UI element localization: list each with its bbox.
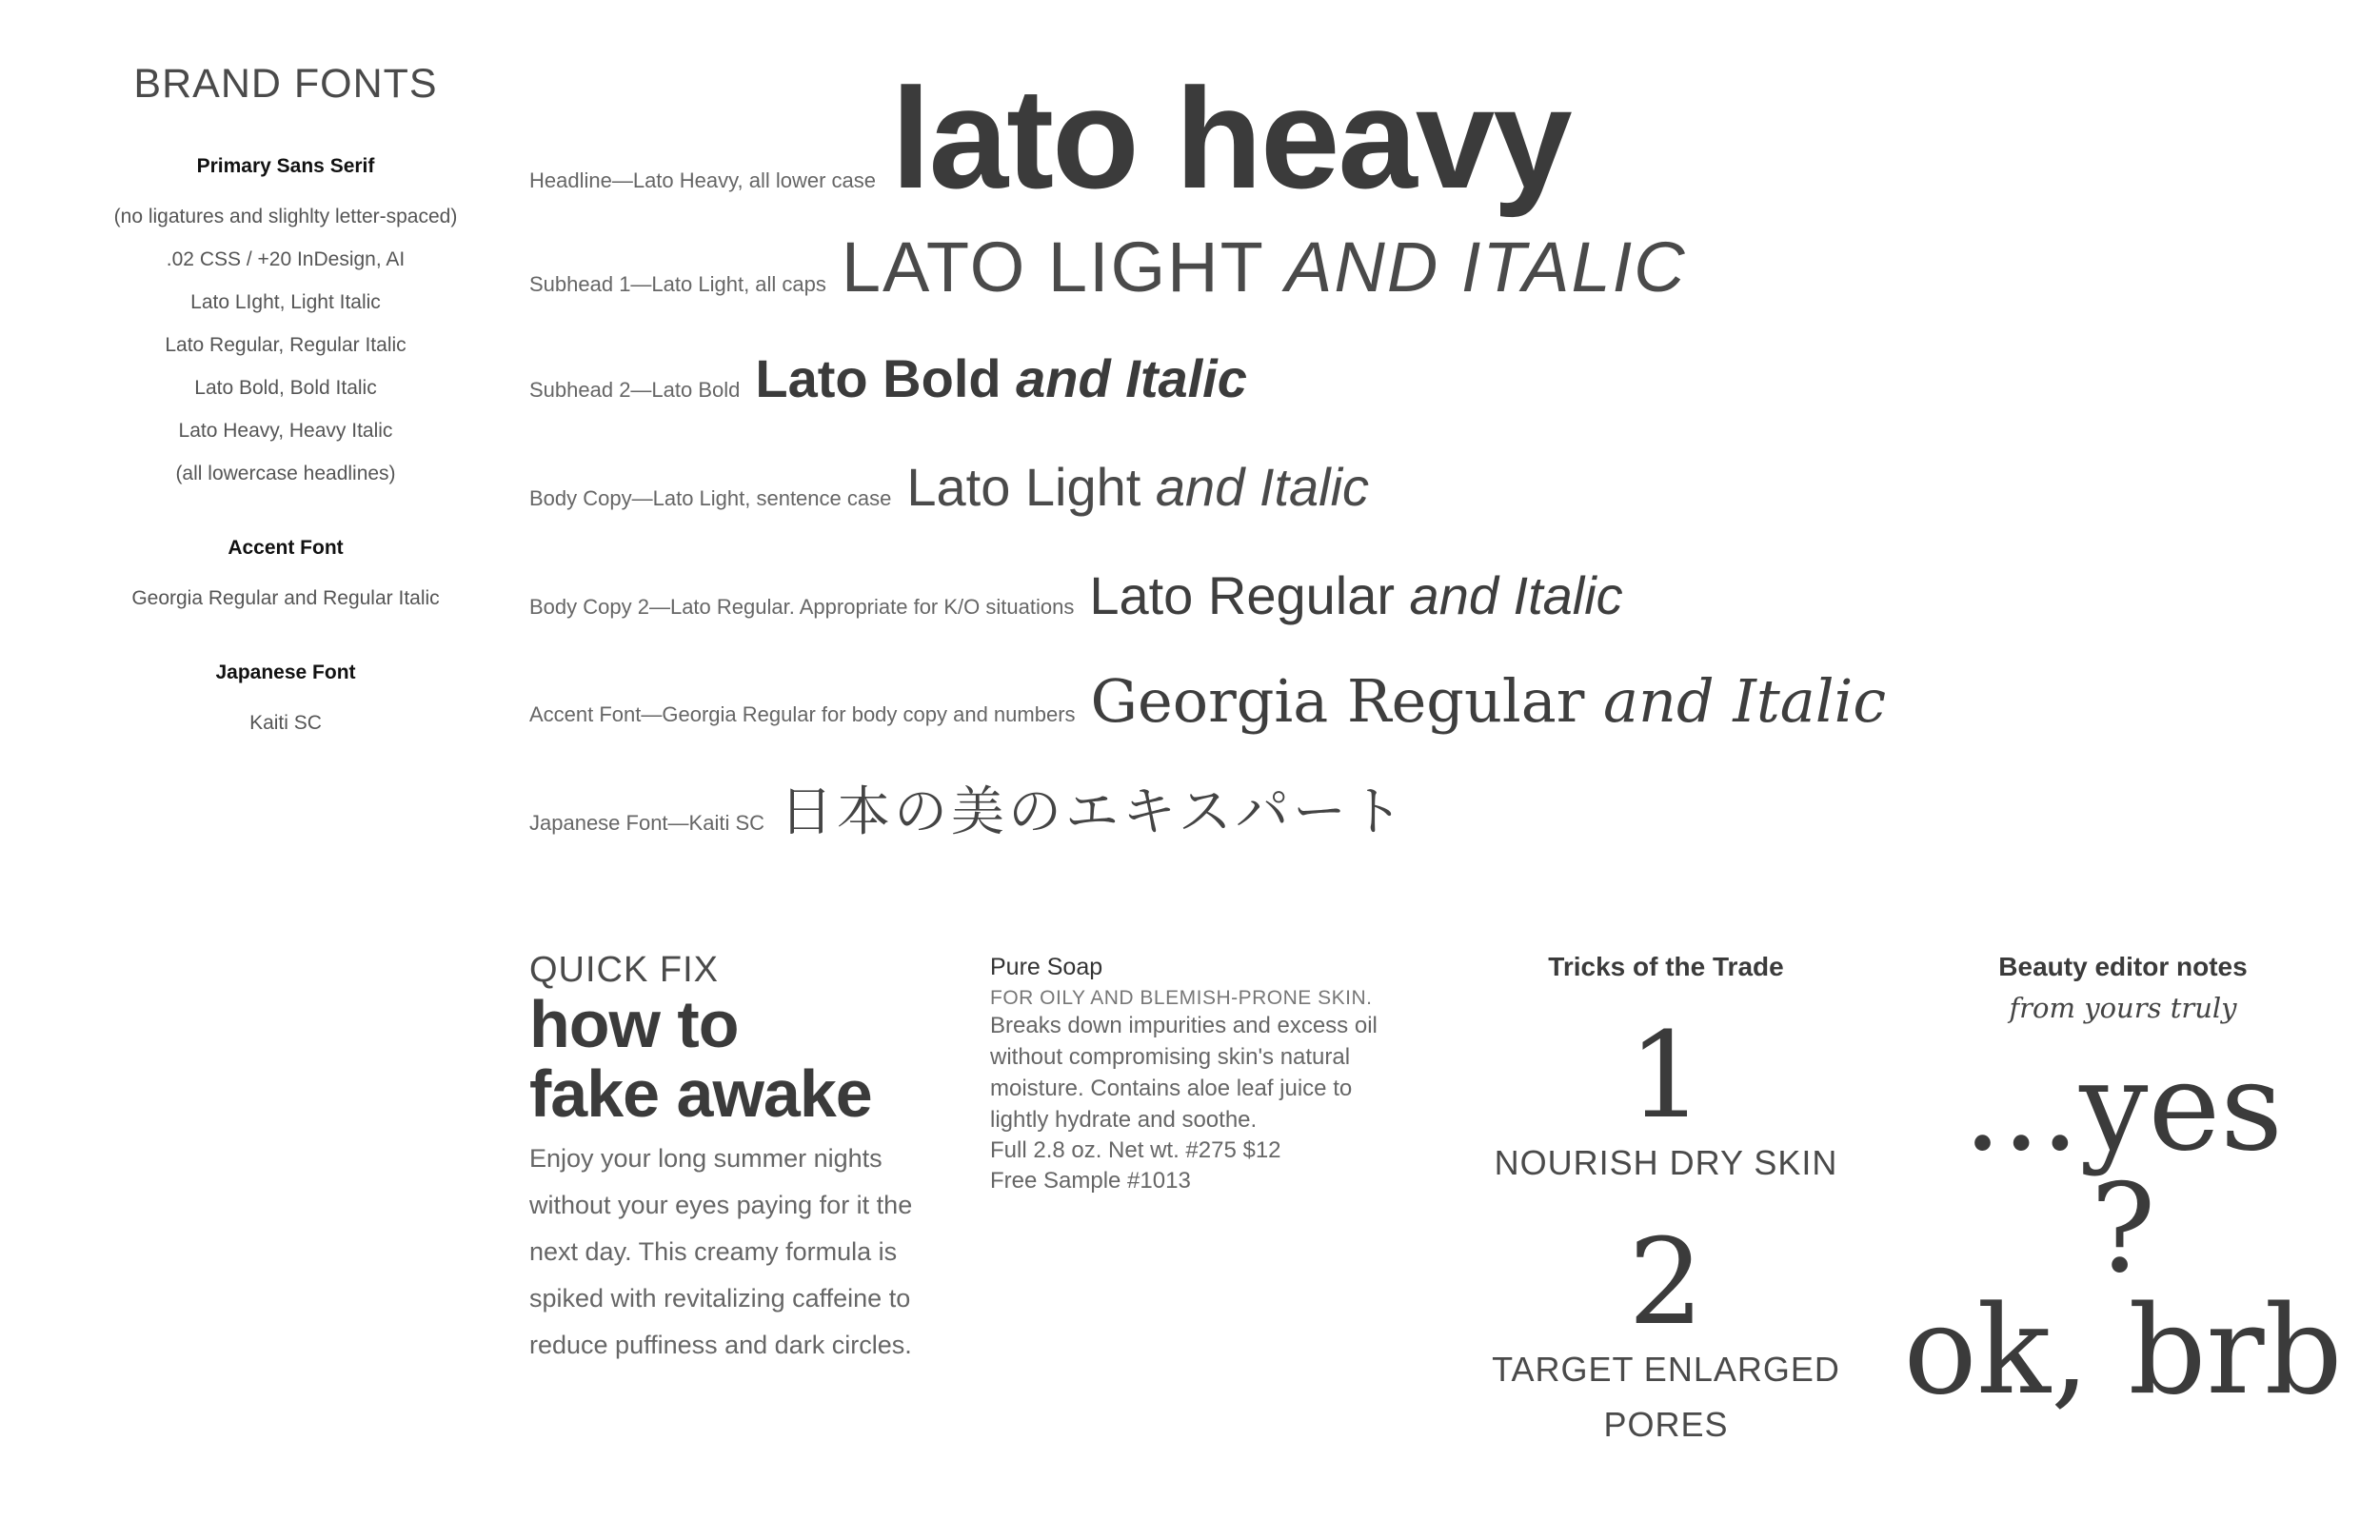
sample-body1-italic: and Italic [1155,457,1370,517]
beauty-notes-subtitle: from yours truly [2009,992,2237,1024]
pure-soap-caps: FOR OILY AND BLEMISH-PRONE SKIN. [990,987,1373,1009]
beauty-notes-line-yes: ...yes [1963,1037,2283,1178]
quick-fix-kicker: QUICK FIX [529,950,720,990]
pure-soap-title: Pure Soap [990,954,1103,980]
sample-body2-italic: and Italic [1409,565,1623,625]
beauty-notes-line-question: ? [2090,1158,2156,1300]
primary-font-note: (no ligatures and slighlty letter-spaced) [113,206,458,227]
sample-body1-text: Lato Light and Italic [906,457,1370,517]
accent-font-title: Accent Font [228,537,344,559]
quick-fix-body: Enjoy your long summer nights without your eyes paying for it the next day. This creamy formula is spiked with revitalizing caffeine to reduce puffiness and dark circles. [529,1144,913,1360]
pure-soap-sample [990,954,1390,1196]
tricks-sample [1466,952,1866,1452]
primary-font-weight-regular: Lato Regular, Regular Italic [165,334,407,356]
sample-headline-text: lato heavy [891,58,1571,218]
sample-subhead2 [529,348,1247,408]
primary-font-spacing: .02 CSS / +20 InDesign, AI [166,248,406,270]
beauty-notes-line-brb: ok, brb [1903,1280,2343,1422]
sidebar-title: BRAND FONTS [133,61,438,107]
quick-fix-sample [529,952,958,1369]
sample-subhead2-text: Lato Bold and Italic [755,348,1247,408]
primary-font-weight-light: Lato LIght, Light Italic [190,291,381,313]
sample-accent-label: Accent Font—Georgia Regular for body copy and numbers [529,702,1076,726]
sample-subhead1-italic: AND ITALIC [1285,227,1687,306]
sample-headline [529,58,1571,218]
sample-subhead1 [529,227,1687,306]
sample-subhead2-italic: and Italic [1016,348,1247,408]
beauty-notes-sample [1894,952,2351,1422]
tricks-number-1: 1 [1628,1007,1704,1145]
primary-font-weight-bold: Lato Bold, Bold Italic [194,377,377,399]
primary-font-headline-note: (all lowercase headlines) [175,463,396,484]
quick-fix-headline-line1: how to [529,986,739,1061]
tricks-text-2: TARGET ENLARGED PORES [1492,1350,1840,1444]
sample-body2-label: Body Copy 2—Lato Regular. Appropriate for K/O situations [529,595,1075,619]
sample-body1 [529,457,1370,517]
primary-font-title: Primary Sans Serif [196,155,375,177]
sample-body2 [529,565,1623,625]
sample-accent-text: Georgia Regular and Italic [1090,666,1887,736]
primary-font-weight-heavy: Lato Heavy, Heavy Italic [178,420,393,442]
sample-body1-label: Body Copy—Lato Light, sentence case [529,486,892,510]
pure-soap-free-sample: Free Sample #1013 [990,1168,1191,1194]
sample-accent [529,666,1887,736]
sample-accent-italic: and Italic [1603,666,1887,736]
sample-subhead2-label: Subhead 2—Lato Bold [529,378,741,402]
pure-soap-size-price: Full 2.8 oz. Net wt. #275 $12 [990,1137,1281,1163]
brand-fonts-sidebar [76,61,495,744]
sample-body2-text: Lato Regular and Italic [1089,565,1623,625]
tricks-title: Tricks of the Trade [1548,952,1784,981]
beauty-notes-title: Beauty editor notes [1998,952,2248,981]
sample-japanese [529,781,1407,843]
tricks-number-2: 2 [1628,1214,1704,1352]
quick-fix-headline-line2: fake awake [529,1056,872,1131]
accent-font-line: Georgia Regular and Regular Italic [131,587,440,609]
sample-headline-label: Headline—Lato Heavy, all lower case [529,168,876,192]
pure-soap-body: Breaks down impurities and excess oil without compromising skin's natural moisture. Contains aloe leaf juice to lightly hydrate and soothe. [990,1013,1378,1133]
sample-subhead1-text: LATO LIGHT AND ITALIC [841,227,1687,306]
sample-japanese-label: Japanese Font—Kaiti SC [529,811,765,835]
japanese-font-title: Japanese Font [215,661,356,683]
japanese-font-line: Kaiti SC [249,712,322,734]
sample-subhead1-label: Subhead 1—Lato Light, all caps [529,272,826,296]
tricks-text-1: NOURISH DRY SKIN [1494,1143,1838,1182]
sample-japanese-text: 日本の美のエキスパート [780,781,1407,843]
